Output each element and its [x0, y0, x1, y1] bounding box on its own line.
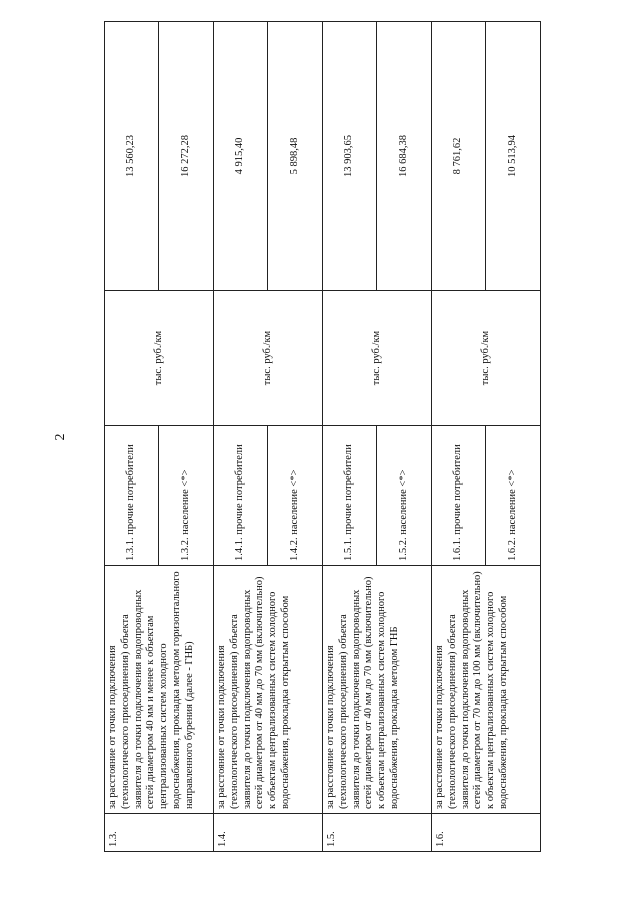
unit-cell: тыс. руб./км: [105, 291, 214, 426]
row-description: за расстояние от точки подключения (технологического присоединения) объекта заявителя до точки подключения водопроводных сетей диаметром от 40 мм до 70 мм (включительно) к объектам централизованных систем холодного водоснабжения, прокладка методом ГНБ: [323, 566, 432, 814]
unit-cell: тыс. руб./км: [432, 291, 541, 426]
value-cell: 13 903,65: [323, 22, 377, 291]
tariff-table: [104, 21, 541, 852]
value-cell: 16 684,38: [377, 22, 432, 291]
sub-row-label: 1.4.2. население <*>: [268, 426, 323, 566]
table-row: [432, 22, 486, 852]
row-number: 1.5.: [323, 814, 432, 852]
sub-row-label: 1.3.1. прочие потребители: [105, 426, 159, 566]
sub-row-label: 1.3.2. население <*>: [159, 426, 214, 566]
sub-row-label: 1.6.2. население <*>: [486, 426, 541, 566]
sub-row-label: 1.4.1. прочие потребители: [214, 426, 268, 566]
sub-row-label: 1.5.1. прочие потребители: [323, 426, 377, 566]
sub-row-label: 1.5.2. население <*>: [377, 426, 432, 566]
row-description: за расстояние от точки подключения (технологического присоединения) объекта заявителя до точки подключения водопроводных сетей диаметром от 40 мм до 70 мм (включительно) к объектам централизованных систем холодного водоснабжения, прокладка открытым способом: [214, 566, 323, 814]
row-number: 1.4.: [214, 814, 323, 852]
table-row: [214, 22, 268, 852]
value-cell: 13 560,23: [105, 22, 159, 291]
value-cell: 5 898,48: [268, 22, 323, 291]
value-cell: 4 915,40: [214, 22, 268, 291]
page-number: 2: [53, 433, 68, 441]
value-cell: 16 272,28: [159, 22, 214, 291]
row-description: за расстояние от точки подключения (технологического присоединения) объекта заявителя до точки подключения водопроводных сетей диаметром 40 мм и менее к объектам централизованных систем холодного водоснабжения, прокладка методом горизонтального направленного бурения (далее - ГНБ): [105, 566, 214, 814]
unit-cell: тыс. руб./км: [323, 291, 432, 426]
table-row: [105, 22, 159, 852]
value-cell: 8 761,62: [432, 22, 486, 291]
row-number: 1.3.: [105, 814, 214, 852]
value-cell: 10 513,94: [486, 22, 541, 291]
row-description: за расстояние от точки подключения (технологического присоединения) объекта заявителя до точки подключения водопроводных сетей диаметром от 70 мм до 100 мм (включительно) к объектам централизованных систем холодного водоснабжения, прокладка открытым способом: [432, 566, 541, 814]
table-row: [323, 22, 377, 852]
row-number: 1.6.: [432, 814, 541, 852]
rotated-document-page: [54, 22, 584, 852]
unit-cell: тыс. руб./км: [214, 291, 323, 426]
sub-row-label: 1.6.1. прочие потребители: [432, 426, 486, 566]
